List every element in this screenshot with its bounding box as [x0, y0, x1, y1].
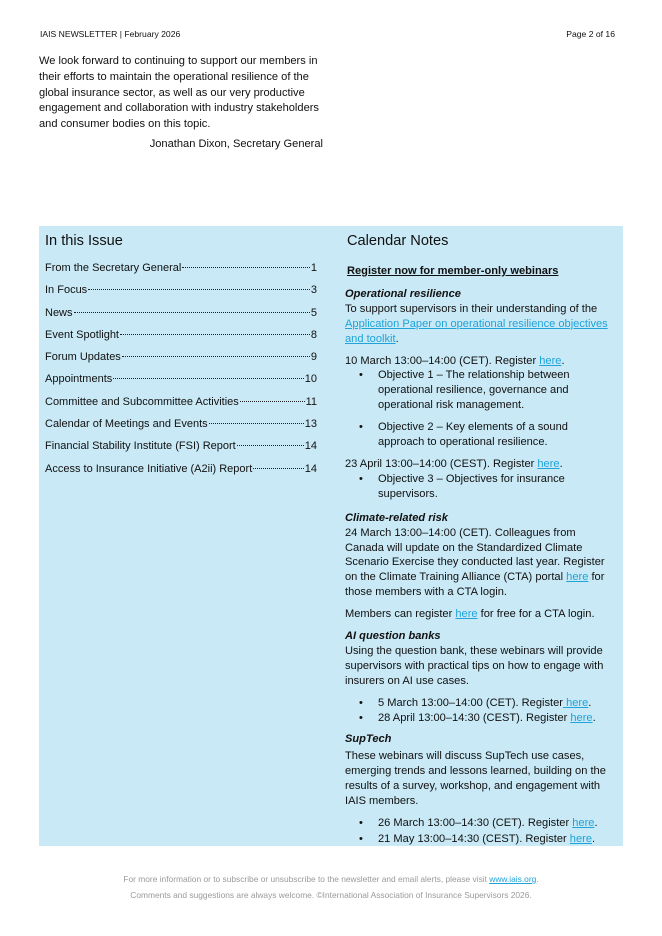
toc-item-label: News [45, 306, 73, 319]
toc-page-number: 13 [304, 418, 317, 431]
bullet-item: • Objective 2 – Key elements of a sound approach to operational resilience. [345, 420, 617, 450]
intro-paragraph: We look forward to continuing to support our members in their efforts to maintain the operational resilience of the global insurance sector, as well as our very productive engagement and collaboration with industry stakeholders and consumer bodies on this topic. [39, 55, 319, 131]
toc-item-label: Event Spotlight [45, 328, 119, 341]
toc-page-number: 8 [310, 328, 317, 341]
climate-text-body: 24 March 13:00–14:00 (CET). Colleagues from Canada will update on the Standardized Climate Scenario Exercise they conducted last year. Register on the Climate Training Alliance (CTA) portal [345, 526, 605, 584]
toc-item[interactable] [45, 418, 317, 440]
toc-page-number: 14 [304, 440, 317, 453]
suptech-heading: SupTech [345, 733, 392, 746]
toc-page-number: 14 [304, 462, 317, 475]
climate-block [345, 511, 617, 622]
op-res-date1-link[interactable]: here [539, 354, 562, 367]
toc-item[interactable] [45, 284, 317, 306]
op-res-date2 [345, 457, 617, 472]
signature: Jonathan Dixon, Secretary General [149, 138, 323, 150]
suptech-item [345, 816, 617, 831]
toc-leader-dots [122, 356, 310, 357]
register-heading: Register now for member-only webinars [347, 265, 559, 277]
bullet-item: • Objective 1 – The relationship between operational resilience, governance and operational risk management. [345, 368, 617, 413]
op-res-date2-end: . [559, 457, 563, 470]
footer-period: . [536, 874, 539, 884]
op-res-block [345, 287, 617, 502]
climate-text [345, 526, 617, 601]
toc-item-label: Financial Stability Institute (FSI) Report [45, 440, 236, 453]
op-res-bullets2 [345, 472, 617, 502]
ai-item-text: 5 March 13:00–14:00 (CET). Register [378, 696, 563, 709]
climate-members-end: for free for a CTA login. [477, 608, 595, 621]
toc-section [45, 232, 317, 485]
suptech-item-end: . [594, 817, 598, 829]
toc-item-label: From the Secretary General [45, 262, 182, 274]
calendar-title: Calendar Notes [347, 233, 449, 249]
toc-item[interactable] [45, 307, 317, 329]
toc-item[interactable] [45, 351, 317, 373]
suptech-register-link[interactable]: here [572, 817, 595, 829]
toc-leader-dots [113, 378, 303, 379]
suptech-list [345, 816, 617, 847]
suptech-register-link[interactable]: here [569, 832, 592, 845]
op-res-paper-link[interactable]: Application Paper on operational resilience objectives and toolkit [345, 317, 608, 345]
op-res-bullets1 [345, 368, 617, 450]
newsletter-header: IAIS NEWSLETTER | February 2026 [40, 29, 181, 39]
toc-page-number: 3 [310, 284, 317, 297]
ai-item-end: . [592, 711, 596, 724]
toc-leader-dots [74, 312, 310, 313]
toc-item-label: Forum Updates [45, 351, 121, 364]
op-res-intro [345, 302, 617, 347]
op-res-date1-text: 10 March 13:00–14:00 (CET). Register [345, 354, 540, 367]
toc-leader-dots [209, 423, 304, 424]
toc-page-number: 11 [305, 395, 317, 408]
toc-item[interactable] [45, 440, 317, 462]
ai-register-link[interactable]: here [562, 696, 589, 709]
climate-register-link[interactable]: here [566, 571, 589, 584]
calendar-section [345, 232, 617, 847]
op-res-intro-text: To support supervisors in their understanding of the [345, 302, 598, 315]
op-res-date2-text: 23 April 13:00–14:00 (CEST). Register [345, 457, 538, 470]
toc-item-label: Access to Insurance Initiative (A2ii) Report [45, 462, 253, 475]
toc-item[interactable] [45, 396, 317, 418]
toc-item-label: In Focus [45, 284, 88, 297]
climate-text-end: for those members with a CTA login. [345, 571, 605, 599]
toc-item-label: Calendar of Meetings and Events [45, 418, 208, 431]
suptech-item-text: 26 March 13:00–14:30 (CET). Register [378, 817, 573, 829]
climate-members-text: Members can register [345, 608, 456, 621]
climate-heading: Climate-related risk [345, 511, 448, 524]
ai-item [345, 711, 617, 726]
toc-item-label: Committee and Subcommittee Activities [45, 395, 239, 408]
toc-page-number: 9 [310, 351, 317, 364]
toc-leader-dots [182, 267, 310, 268]
ai-heading: AI question banks [345, 630, 441, 643]
op-res-heading: Operational resilience [345, 287, 461, 300]
cta-login-link[interactable]: here [455, 608, 478, 621]
ai-item-end: . [588, 696, 592, 709]
toc-leader-dots [237, 445, 304, 446]
page-number: Page 2 of 16 [566, 29, 615, 39]
toc-leader-dots [120, 334, 310, 335]
suptech-item-end: . [592, 832, 596, 845]
toc-item[interactable] [45, 329, 317, 351]
toc-leader-dots [88, 289, 310, 290]
toc-item-label: Appointments [45, 373, 113, 386]
footer-line1 [0, 874, 662, 884]
toc-item[interactable] [45, 373, 317, 395]
toc-page-number: 1 [310, 262, 317, 274]
bullet-item: • Objective 3 – Objectives for insurance supervisors. [345, 472, 617, 502]
iais-website-link[interactable]: www.iais.org [489, 874, 537, 884]
toc-leader-dots [240, 401, 305, 402]
toc-item[interactable] [45, 463, 317, 485]
toc-item[interactable] [45, 262, 317, 284]
op-res-date1 [345, 354, 617, 369]
op-res-period: . [395, 332, 399, 345]
ai-item [345, 696, 617, 711]
toc-page-number: 5 [310, 306, 317, 319]
op-res-date1-end: . [561, 354, 565, 367]
ai-item-text: 28 April 13:00–14:30 (CEST). Register [378, 711, 571, 724]
suptech-item-text: 21 May 13:00–14:30 (CEST). Register [378, 832, 570, 845]
toc-list [45, 262, 317, 485]
climate-members [345, 607, 617, 622]
suptech-block [345, 732, 617, 846]
ai-register-link[interactable]: here [570, 711, 593, 724]
toc-page-number: 10 [304, 373, 317, 386]
op-res-date2-link[interactable]: here [537, 457, 560, 470]
toc-leader-dots [253, 468, 303, 469]
ai-list [345, 696, 617, 726]
ai-text: Using the question bank, these webinars will provide supervisors with practical tips on how to engage with insurers on AI use cases. [345, 644, 604, 687]
footer-text: For more information or to subscribe or unsubscribe to the newsletter and email alerts, please visit [123, 874, 490, 884]
suptech-item [345, 832, 617, 847]
toc-title: In this Issue [45, 233, 123, 249]
suptech-text: These webinars will discuss SupTech use cases, emerging trends and lessons learned, building on the results of a survey, workshop, and engagement with IAIS members. [345, 750, 606, 808]
footer-line2: Comments and suggestions are always welcome. ©International Association of Insurance Supervisors 2026. [130, 890, 532, 900]
ai-block [345, 629, 617, 725]
